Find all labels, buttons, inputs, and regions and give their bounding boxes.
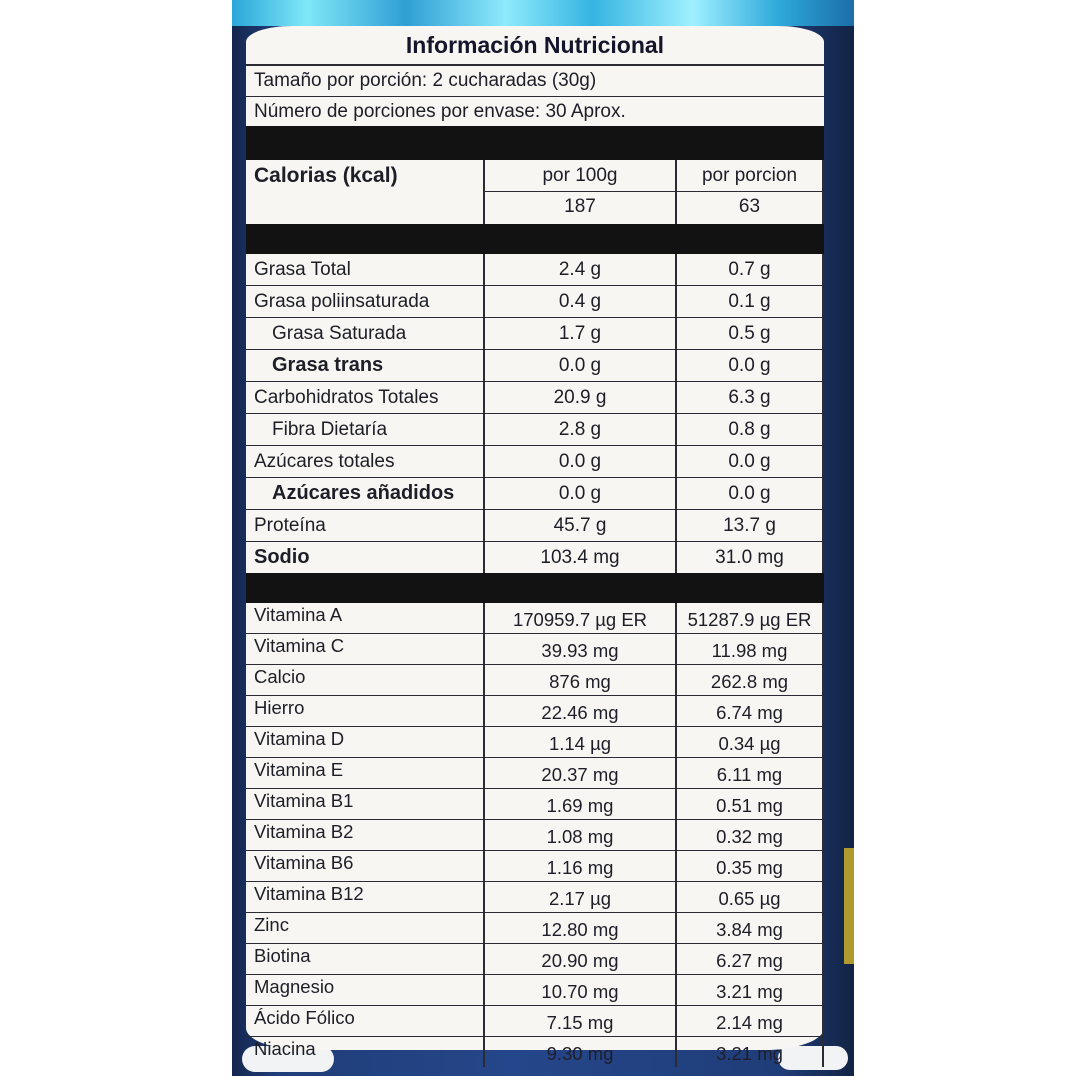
nutrient-per-100g: 1.14 µg bbox=[483, 727, 675, 757]
nutrient-per-100g: 103.4 mg bbox=[483, 542, 675, 573]
separator-bar bbox=[246, 573, 824, 603]
nutrient-per-portion: 0.0 g bbox=[675, 478, 824, 509]
nutrient-per-portion: 3.84 mg bbox=[675, 913, 824, 943]
nutrient-row bbox=[246, 414, 824, 446]
nutrient-per-100g: 10.70 mg bbox=[483, 975, 675, 1005]
nutrient-name: Azúcares totales bbox=[254, 450, 395, 472]
nutrient-name: Azúcares añadidos bbox=[272, 482, 455, 504]
nutrient-per-100g: 7.15 mg bbox=[483, 1006, 675, 1036]
nutrient-per-100g: 0.0 g bbox=[483, 478, 675, 509]
nutrient-per-portion: 0.65 µg bbox=[675, 882, 824, 912]
nutrient-per-100g: 1.08 mg bbox=[483, 820, 675, 850]
nutrient-name: Vitamina B12 bbox=[254, 883, 364, 904]
nutrient-per-portion: 0.0 g bbox=[675, 446, 824, 477]
nutrient-per-100g: 876 mg bbox=[483, 665, 675, 695]
nutrient-row bbox=[246, 603, 824, 634]
nutrient-name: Proteína bbox=[254, 514, 326, 536]
nutrient-per-portion: 0.5 g bbox=[675, 318, 824, 349]
nutrient-row bbox=[246, 542, 824, 573]
nutrition-label bbox=[246, 26, 824, 1064]
nutrient-per-portion: 3.21 mg bbox=[675, 1037, 824, 1067]
nutrient-per-100g: 170959.7 µg ER bbox=[483, 603, 675, 633]
nutrient-row bbox=[246, 727, 824, 758]
nutrient-row bbox=[246, 665, 824, 696]
col-header-per-100g: por 100g bbox=[483, 160, 675, 192]
nutrient-per-portion: 0.35 mg bbox=[675, 851, 824, 881]
nutrient-name: Grasa trans bbox=[272, 354, 384, 376]
nutrient-per-portion: 0.7 g bbox=[675, 254, 824, 285]
nutrient-row bbox=[246, 975, 824, 1006]
nutrient-per-100g: 20.90 mg bbox=[483, 944, 675, 974]
nutrient-per-100g: 12.80 mg bbox=[483, 913, 675, 943]
nutrient-row bbox=[246, 318, 824, 350]
nutrient-name: Vitamina C bbox=[254, 635, 345, 656]
nutrient-per-100g: 20.9 g bbox=[483, 382, 675, 413]
nutrient-name: Sodio bbox=[254, 546, 310, 568]
nutrient-name: Carbohidratos Totales bbox=[254, 386, 439, 408]
nutrient-row bbox=[246, 510, 824, 542]
nutrient-row bbox=[246, 913, 824, 944]
nutrient-per-100g: 2.8 g bbox=[483, 414, 675, 445]
nutrient-per-100g: 9.30 mg bbox=[483, 1037, 675, 1067]
nutrient-name: Ácido Fólico bbox=[254, 1007, 355, 1028]
nutrient-name: Vitamina B2 bbox=[254, 821, 354, 842]
nutrient-per-portion: 0.32 mg bbox=[675, 820, 824, 850]
nutrient-name: Vitamina E bbox=[254, 759, 344, 780]
nutrient-per-portion: 31.0 mg bbox=[675, 542, 824, 573]
nutrient-per-100g: 1.7 g bbox=[483, 318, 675, 349]
nutrient-row bbox=[246, 820, 824, 851]
nutrient-row bbox=[246, 696, 824, 727]
nutrient-row bbox=[246, 789, 824, 820]
servings-per-container-line: Número de porciones por envase: 30 Aprox. bbox=[254, 100, 626, 122]
nutrient-per-100g: 0.4 g bbox=[483, 286, 675, 317]
nutrient-row bbox=[246, 851, 824, 882]
vitamin-table bbox=[246, 603, 824, 1067]
nutrient-row bbox=[246, 350, 824, 382]
nutrient-per-portion: 2.14 mg bbox=[675, 1006, 824, 1036]
bottle-photo bbox=[232, 0, 854, 1076]
nutrient-per-portion: 3.21 mg bbox=[675, 975, 824, 1005]
calories-table bbox=[246, 160, 824, 224]
nutrient-name: Hierro bbox=[254, 697, 305, 718]
calories-per-portion-value: 63 bbox=[675, 192, 824, 224]
nutrient-per-portion: 0.1 g bbox=[675, 286, 824, 317]
nutrient-per-100g: 1.16 mg bbox=[483, 851, 675, 881]
nutrient-row bbox=[246, 286, 824, 318]
nutrient-row bbox=[246, 758, 824, 789]
nutrient-name: Zinc bbox=[254, 914, 289, 935]
nutrient-name: Magnesio bbox=[254, 976, 335, 997]
nutrient-name: Vitamina A bbox=[254, 604, 343, 625]
nutrient-per-100g: 1.69 mg bbox=[483, 789, 675, 819]
nutrient-row bbox=[246, 944, 824, 975]
nutrient-per-portion: 0.0 g bbox=[675, 350, 824, 381]
nutrient-per-100g: 45.7 g bbox=[483, 510, 675, 541]
nutrient-name: Grasa Total bbox=[254, 258, 351, 280]
nutrient-row bbox=[246, 382, 824, 414]
calories-row-label: Calorias (kcal) bbox=[254, 164, 398, 187]
macro-table bbox=[246, 254, 824, 573]
nutrient-name: Niacina bbox=[254, 1038, 316, 1059]
nutrient-per-portion: 0.34 µg bbox=[675, 727, 824, 757]
bottle-top-sheen bbox=[232, 0, 854, 26]
separator-bar bbox=[246, 126, 824, 160]
nutrient-row bbox=[246, 882, 824, 913]
nutrient-per-portion: 6.11 mg bbox=[675, 758, 824, 788]
nutrient-per-portion: 0.8 g bbox=[675, 414, 824, 445]
nutrient-per-portion: 6.27 mg bbox=[675, 944, 824, 974]
nutrient-row bbox=[246, 1006, 824, 1037]
nutrient-per-100g: 2.17 µg bbox=[483, 882, 675, 912]
nutrient-row bbox=[246, 634, 824, 665]
nutrient-per-portion: 51287.9 µg ER bbox=[675, 603, 824, 633]
nutrient-per-100g: 20.37 mg bbox=[483, 758, 675, 788]
nutrient-row bbox=[246, 254, 824, 286]
nutrient-name: Fibra Dietaría bbox=[272, 418, 388, 440]
accent-sliver bbox=[844, 848, 854, 964]
nutrient-name: Calcio bbox=[254, 666, 306, 687]
calories-per-100g-value: 187 bbox=[483, 192, 675, 224]
separator-bar bbox=[246, 224, 824, 254]
nutrient-per-portion: 13.7 g bbox=[675, 510, 824, 541]
serving-size-line: Tamaño por porción: 2 cucharadas (30g) bbox=[246, 66, 824, 97]
nutrient-name: Vitamina D bbox=[254, 728, 345, 749]
nutrient-per-portion: 0.51 mg bbox=[675, 789, 824, 819]
nutrient-per-100g: 22.46 mg bbox=[483, 696, 675, 726]
nutrient-name: Vitamina B1 bbox=[254, 790, 354, 811]
nutrient-row bbox=[246, 446, 824, 478]
nutrient-row bbox=[246, 1037, 824, 1067]
col-header-per-portion: por porcion bbox=[675, 160, 824, 192]
nutrient-per-100g: 39.93 mg bbox=[483, 634, 675, 664]
nutrient-name: Grasa Saturada bbox=[272, 322, 407, 344]
nutrient-name: Grasa poliinsaturada bbox=[254, 290, 430, 312]
nutrient-name: Biotina bbox=[254, 945, 311, 966]
nutrient-per-portion: 6.3 g bbox=[675, 382, 824, 413]
nutrient-name: Vitamina B6 bbox=[254, 852, 354, 873]
nutrient-per-portion: 6.74 mg bbox=[675, 696, 824, 726]
nutrient-per-100g: 2.4 g bbox=[483, 254, 675, 285]
nutrient-per-100g: 0.0 g bbox=[483, 350, 675, 381]
label-title: Información Nutricional bbox=[246, 26, 824, 66]
nutrient-per-portion: 11.98 mg bbox=[675, 634, 824, 664]
nutrient-per-portion: 262.8 mg bbox=[675, 665, 824, 695]
nutrient-per-100g: 0.0 g bbox=[483, 446, 675, 477]
nutrient-row bbox=[246, 478, 824, 510]
